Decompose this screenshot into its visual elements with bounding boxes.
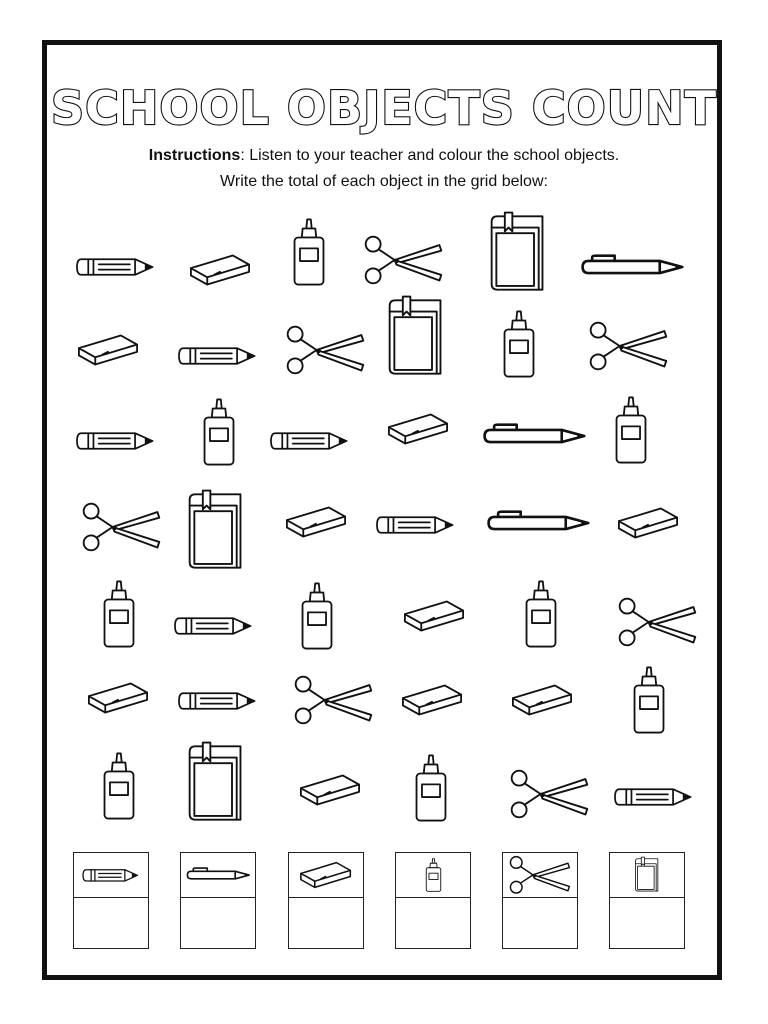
pen-icon[interactable] [474,423,594,449]
book-icon [610,853,684,897]
pencil-icon[interactable] [608,784,700,810]
scissors-icon[interactable] [78,499,164,555]
eraser-icon[interactable] [294,770,366,810]
glue-icon[interactable] [522,576,560,652]
answer-box-scissors[interactable] [503,898,577,948]
grid-cell-glue [395,852,471,949]
scissors-icon[interactable] [282,322,368,378]
scissors-icon [503,853,577,897]
glue-icon [396,853,470,897]
scissors-icon[interactable] [585,318,671,374]
pencil-icon[interactable] [172,343,264,369]
eraser-icon[interactable] [72,330,144,370]
eraser-icon[interactable] [396,680,468,720]
grid-cell-scissors [502,852,578,949]
instructions-line-1 [0,143,768,169]
answer-box-pencil[interactable] [74,898,148,948]
eraser-icon[interactable] [612,503,684,543]
answer-box-pen[interactable] [181,898,255,948]
pencil-icon[interactable] [70,254,162,280]
grid-cell-pencil [73,852,149,949]
eraser-icon[interactable] [398,596,470,636]
pencil-icon[interactable] [70,428,162,454]
glue-icon[interactable] [612,392,650,468]
pen-icon [181,853,255,897]
answer-box-eraser[interactable] [289,898,363,948]
instructions-line-2: Write the total of each object in the grid below: [220,173,548,190]
pencil-icon[interactable] [264,428,356,454]
book-icon[interactable] [384,294,448,380]
book-icon[interactable] [184,740,248,826]
glue-icon[interactable] [290,214,328,290]
glue-icon[interactable] [298,578,336,654]
eraser-icon[interactable] [82,678,154,718]
answer-box-glue[interactable] [396,898,470,948]
pen-icon[interactable] [478,510,598,536]
glue-icon[interactable] [100,576,138,652]
scissors-icon[interactable] [290,672,376,728]
grid-cell-pen [180,852,256,949]
book-icon[interactable] [184,488,248,574]
eraser-icon[interactable] [184,250,256,290]
answer-box-book[interactable] [610,898,684,948]
pencil-icon[interactable] [168,613,260,639]
grid-cell-eraser [288,852,364,949]
worksheet-title: SCHOOL OBJECTS COUNT [51,81,717,135]
glue-icon[interactable] [630,662,668,738]
glue-icon[interactable] [100,748,138,824]
eraser-icon[interactable] [506,680,578,720]
pencil-icon[interactable] [370,512,462,538]
instructions-text: : Listen to your teacher and colour the school objects. [240,147,620,164]
eraser-icon[interactable] [382,409,454,449]
eraser-icon [289,853,363,897]
book-icon[interactable] [486,210,550,296]
scissors-icon[interactable] [360,232,446,288]
grid-cell-book [609,852,685,949]
pen-icon[interactable] [572,254,692,280]
glue-icon[interactable] [412,750,450,826]
instructions-label: Instructions [148,147,241,164]
scissors-icon[interactable] [506,766,592,822]
pencil-icon [74,853,148,897]
scissors-icon[interactable] [614,594,700,650]
glue-icon[interactable] [500,306,538,382]
glue-icon[interactable] [200,394,238,470]
eraser-icon[interactable] [280,502,352,542]
pencil-icon[interactable] [172,688,264,714]
